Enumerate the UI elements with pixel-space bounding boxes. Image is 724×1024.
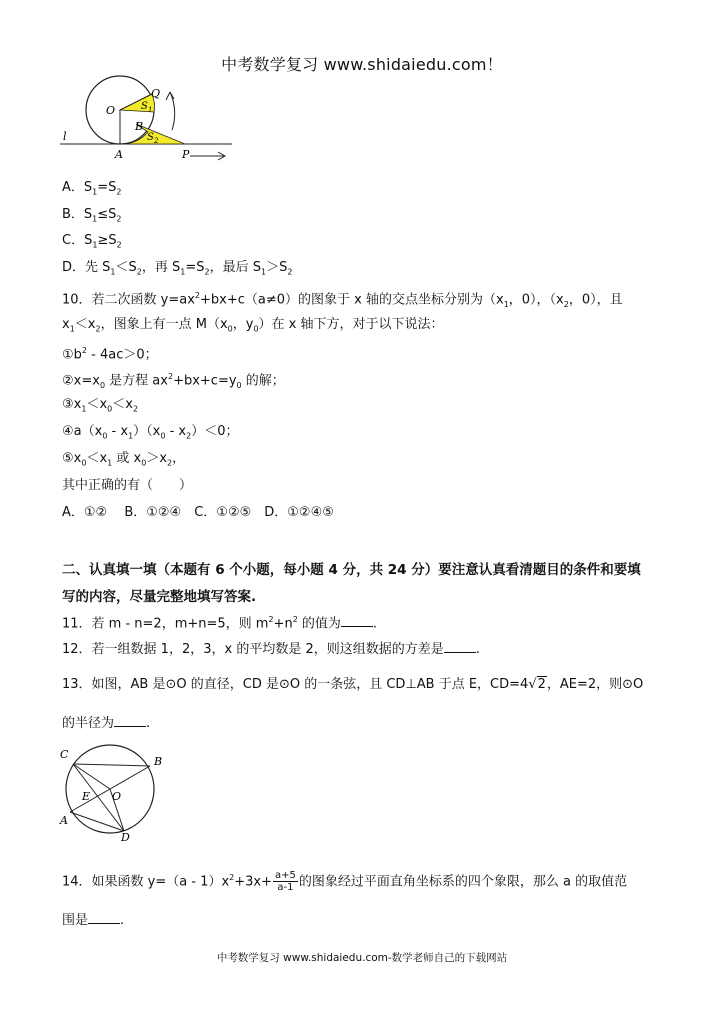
- q14-line-2: 围是 .: [62, 913, 125, 928]
- q9-option-b: B．$S_1\le S_2$: [62, 207, 122, 224]
- label-c: C: [60, 748, 69, 761]
- fraction: $\frac{a+5}{a-1}$: [275, 870, 296, 894]
- label-a2: A: [60, 814, 68, 827]
- label-s2: S: [147, 132, 154, 143]
- answer-blank: [444, 640, 476, 653]
- motion-arrow: [190, 152, 225, 160]
- q9-option-a: A．$S_1=S_2$: [62, 180, 122, 197]
- label-s1: S: [141, 101, 148, 112]
- label-e: E: [82, 790, 91, 803]
- label-s2-sub: 2: [154, 137, 159, 145]
- label-s1-sub: 1: [148, 106, 153, 114]
- q10-line-2: $x_1<x_2$，图象上有一点 $M(x_0$，$y_0$）在 x 轴下方，对于以下说法：: [62, 317, 444, 334]
- label-b: B: [135, 120, 144, 133]
- label-o: O: [106, 104, 116, 117]
- q10-statement-4: $④a(x_0 - x_1)(x_0 - x_2)<0$；: [62, 424, 239, 441]
- q13-line-2: 的半径为 .: [62, 716, 151, 731]
- q10-options: A．①② B．①②④ C．①②⑤ D．①②④⑤: [62, 505, 334, 520]
- label-p: P: [182, 148, 190, 161]
- q10-line-1: 10．若二次函数 $y=ax^2+bx+c(a\ne 0)$的图象于 x 轴的交点坐标分别为（$x_1$，0），（$x_2$，0），且: [62, 291, 623, 309]
- figure-circle-chord: [58, 742, 170, 844]
- figure-circle-tangent: [60, 72, 235, 164]
- rotation-arrow: [170, 92, 175, 130]
- q10-statement-2: $②x=x_0$ 是方程 $ax^2+bx+c=y_0$ 的解；: [62, 372, 285, 390]
- segment-cb2: [73, 764, 110, 789]
- q9-option-c: C．$S_1\ge S_2$: [62, 233, 122, 250]
- q10-statement-3: $③x_1<x_0<x_2$: [62, 397, 139, 414]
- q12: 12．若一组数据 1，2，3，x 的平均数是 2，则这组数据的方差是 .: [62, 642, 480, 657]
- label-a: A: [115, 148, 123, 161]
- q11: 11．若 m - n=2，m+n=5，则 $m^2+n^2$ 的值为 .: [62, 615, 378, 632]
- label-o2: O: [112, 790, 122, 803]
- section-2-heading-line-2: 写的内容，尽量完整地填写答案.: [62, 589, 257, 605]
- label-q: Q: [151, 87, 161, 100]
- q13-line-1: 13．如图，AB 是⊙O 的直径，CD 是⊙O 的一条弦，且 CD⊥AB 于点 E，CD=4√2，AE=2，则⊙O: [62, 677, 644, 692]
- q10-statement-5: $⑤x_0<x_1$ 或 $x_0>x_2$，: [62, 451, 186, 468]
- label-b2: B: [154, 755, 163, 768]
- answer-blank: [88, 911, 120, 924]
- segment-cb: [73, 764, 150, 766]
- sqrt-symbol: √2: [528, 677, 546, 692]
- section-2-heading-line-1: 二、认真填一填（本题有 6 个小题，每小题 4 分，共 24 分）要注意认真看清题目的条件和要填: [62, 562, 641, 578]
- page-footer: 中考数学复习 www.shidaiedu.com-数学老师自己的下载网站: [216, 952, 508, 964]
- answer-blank: [114, 714, 146, 727]
- q14-line-1: 14．如果函数 $y=(a - 1)x^2+3x+$ $\frac{a+5}{a-1}$ 的图象经过平面直角坐标系的四个象限，那么 a 的取值范: [62, 870, 628, 894]
- q10-question: 其中正确的有（ ）: [62, 478, 193, 493]
- segment-ad: [70, 812, 124, 831]
- page-header: 中考数学复习 www.shidaiedu.com！: [221, 55, 503, 74]
- answer-blank: [341, 614, 373, 627]
- q9-option-d: D．先 $S_1<S_2$，再 $S_1=S_2$，最后 $S_1>S_2$: [62, 260, 293, 277]
- q10-statement-1: $①b^2 - 4ac>0$；: [62, 346, 158, 363]
- label-l: l: [63, 130, 67, 143]
- label-d: D: [121, 831, 130, 844]
